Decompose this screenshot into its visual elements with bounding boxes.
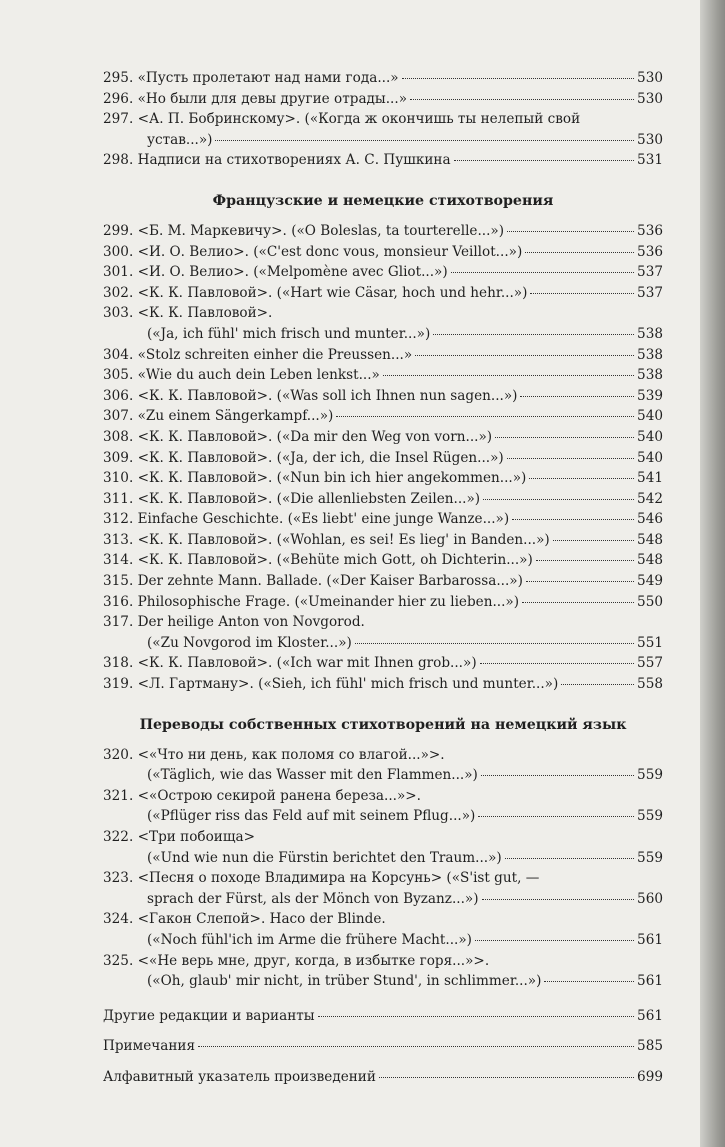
spacer — [103, 992, 663, 1006]
entry-title: Алфавитный указатель произведений — [103, 1068, 376, 1085]
page-edge-shadow — [700, 0, 725, 1147]
toc-entry — [103, 653, 663, 674]
toc-entry — [103, 633, 663, 654]
dot-leader — [318, 1016, 634, 1017]
entry-number: 321. — [103, 787, 134, 804]
entry-title: («Oh, glaub' mir nicht, in trüber Stund', in schlimmer...») — [147, 973, 542, 990]
dot-leader — [383, 375, 634, 376]
entry-page-number: 541 — [637, 470, 663, 487]
toc-entry — [103, 827, 663, 848]
entry-number: 314. — [103, 552, 134, 569]
toc-entry — [103, 509, 663, 530]
entry-number: 315. — [103, 573, 134, 590]
dot-leader — [475, 940, 634, 941]
entry-number: 310. — [103, 470, 134, 487]
dot-leader — [482, 899, 635, 900]
dot-leader — [454, 160, 634, 161]
dot-leader — [480, 663, 634, 664]
table-of-contents — [103, 68, 663, 1098]
entry-page-number: 537 — [637, 284, 663, 301]
entry-number: 303. — [103, 305, 134, 322]
toc-entry — [103, 150, 663, 171]
toc-entry — [103, 109, 663, 130]
entry-number: 322. — [103, 829, 134, 845]
entry-number: 311. — [103, 490, 134, 507]
entry-page-number: 549 — [637, 573, 663, 590]
entry-title: («Täglich, wie das Wasser mit den Flammen...») — [147, 767, 478, 784]
toc-tail-entry — [103, 1067, 663, 1088]
entry-page-number: 530 — [637, 70, 663, 86]
entry-title: <И. О. Велио>. («Melpomène avec Gliot...») — [137, 264, 448, 281]
entry-page-number: 558 — [637, 676, 663, 693]
entry-title: Другие редакции и варианты — [103, 1007, 315, 1024]
toc-entry — [103, 324, 663, 345]
dot-leader — [522, 602, 634, 603]
entry-page-number: 699 — [637, 1068, 663, 1085]
entry-title: <А. П. Бобринскому>. («Когда ж окончишь ты нелепый свой — [137, 111, 581, 128]
toc-entry — [103, 868, 663, 889]
section-heading: Французские и немецкие стихотворения — [212, 192, 554, 209]
dot-leader — [520, 396, 634, 397]
toc-entry — [103, 427, 663, 448]
entry-title: <Три побоища> — [137, 829, 255, 845]
entry-page-number: 561 — [637, 1007, 663, 1024]
entry-title: «Wie du auch dein Leben lenkst...» — [137, 367, 380, 384]
toc-entry — [103, 386, 663, 407]
entry-number: 325. — [103, 952, 134, 969]
toc-entry — [103, 571, 663, 592]
entry-number: 299. — [103, 222, 134, 239]
dot-leader — [336, 416, 634, 417]
toc-entry — [103, 345, 663, 366]
dot-leader — [495, 437, 634, 438]
toc-entry — [103, 468, 663, 489]
dot-leader — [553, 540, 634, 541]
entry-title: <Гакон Слепой>. Haco der Blinde. — [137, 911, 386, 928]
dot-leader — [481, 775, 634, 776]
entry-number: 317. — [103, 614, 134, 631]
toc-entry — [103, 909, 663, 930]
toc-entry — [103, 786, 663, 807]
dot-leader — [478, 816, 634, 817]
entry-number: 296. — [103, 90, 134, 107]
entry-page-number: 538 — [637, 367, 663, 384]
toc-entry — [103, 951, 663, 972]
section-heading: Переводы собственных стихотворений на немецкий язык — [139, 716, 627, 733]
entry-title: Примечания — [103, 1038, 196, 1055]
entry-page-number: 530 — [637, 90, 663, 107]
entry-page-number: 539 — [637, 387, 663, 404]
dot-leader — [507, 231, 634, 232]
dot-leader — [215, 140, 634, 141]
toc-entry — [103, 550, 663, 571]
dot-leader — [415, 355, 634, 356]
entry-page-number: 536 — [637, 243, 663, 260]
entry-page-number: 540 — [637, 408, 663, 425]
entry-title: <Б. М. Маркевичу>. («O Boleslas, ta tourterelle...») — [137, 222, 505, 239]
entry-title: <«Что ни день, как поломя со влагой...»>. — [137, 746, 445, 763]
entry-page-number: 540 — [637, 449, 663, 466]
toc-entry — [103, 448, 663, 469]
toc-entry — [103, 592, 663, 613]
toc-entry — [103, 930, 663, 951]
entry-number: 318. — [103, 655, 134, 672]
toc-entry — [103, 765, 663, 786]
entry-title: <К. К. Павловой>. («Wohlan, es sei! Es lieg' in Banden...») — [137, 531, 550, 548]
toc-entry — [103, 303, 663, 324]
toc-entry — [103, 221, 663, 242]
entry-page-number: 551 — [637, 634, 663, 651]
entry-page-number: 561 — [637, 973, 663, 990]
entry-page-number: 538 — [637, 325, 663, 342]
entry-title: («Zu Novgorod im Kloster...») — [147, 634, 352, 651]
entry-number: 298. — [103, 152, 134, 169]
dot-leader — [561, 684, 634, 685]
dot-leader — [505, 858, 634, 859]
entry-page-number: 548 — [637, 531, 663, 548]
dot-leader — [530, 293, 634, 294]
entry-number: 295. — [103, 70, 134, 86]
dot-leader — [544, 981, 634, 982]
entry-title: Einfache Geschichte. («Es liebt' eine junge Wanze...») — [137, 511, 510, 528]
entry-page-number: 546 — [637, 511, 663, 528]
entry-number: 316. — [103, 593, 134, 610]
dot-leader — [410, 99, 634, 100]
entry-title: <К. К. Павловой>. («Hart wie Cäsar, hoch und hehr...») — [137, 284, 528, 301]
entry-page-number: 560 — [637, 890, 663, 907]
entry-title: <К. К. Павловой>. («Behüte mich Gott, oh Dichterin...») — [137, 552, 533, 569]
entry-page-number: 530 — [637, 131, 663, 148]
toc-entry — [103, 806, 663, 827]
toc-entry — [103, 612, 663, 633]
entry-number: 305. — [103, 367, 134, 384]
entry-number: 312. — [103, 511, 134, 528]
entry-number: 313. — [103, 531, 134, 548]
entry-page-number: 531 — [637, 152, 663, 169]
entry-page-number: 559 — [637, 808, 663, 825]
entry-title: Philosophische Frage. («Umeinander hier zu lieben...») — [137, 593, 520, 610]
toc-entry — [103, 406, 663, 427]
dot-leader — [483, 499, 634, 500]
entry-title: («Pflüger riss das Feld auf mit seinem Pflug...») — [147, 808, 476, 825]
entry-number: 301. — [103, 264, 134, 281]
dot-leader — [536, 560, 634, 561]
entry-number: 306. — [103, 387, 134, 404]
entry-title: («Und wie nun die Fürstin berichtet den Traum...») — [147, 849, 502, 866]
entry-title: <К. К. Павловой>. («Ich war mit Ihnen grob...») — [137, 655, 477, 672]
toc-entry — [103, 68, 663, 89]
toc-entry — [103, 848, 663, 869]
entry-number: 309. — [103, 449, 134, 466]
entry-title: «Но были для девы другие отрады...» — [137, 90, 408, 107]
entry-title: <К. К. Павловой>. («Nun bin ich hier angekommen...») — [137, 470, 527, 487]
entry-page-number: 559 — [637, 849, 663, 866]
entry-title: устав...») — [147, 131, 213, 148]
entry-page-number: 550 — [637, 593, 663, 610]
toc-entry — [103, 130, 663, 151]
entry-title: «Zu einem Sängerkampf...») — [137, 408, 334, 425]
entry-page-number: 538 — [637, 346, 663, 363]
toc-entry — [103, 89, 663, 110]
entry-number: 297. — [103, 111, 134, 128]
entry-page-number: 548 — [637, 552, 663, 569]
entry-page-number: 559 — [637, 767, 663, 784]
dot-leader — [198, 1046, 634, 1047]
entry-title: sprach der Fürst, als der Mönch von Byzanz...») — [147, 890, 479, 907]
entry-number: 324. — [103, 911, 134, 928]
toc-entry — [103, 889, 663, 910]
entry-page-number: 561 — [637, 931, 663, 948]
entry-page-number: 585 — [637, 1038, 663, 1055]
toc-entry — [103, 530, 663, 551]
entry-number: 323. — [103, 870, 134, 887]
entry-title: «Stolz schreiten einher die Preussen...» — [137, 346, 413, 363]
entry-title: <«Не верь мне, друг, когда, в избытке горя...»>. — [137, 952, 490, 969]
dot-leader — [526, 581, 634, 582]
entry-title: Надписи на стихотворениях А. С. Пушкина — [137, 152, 451, 169]
entry-page-number: 542 — [637, 490, 663, 507]
entry-number: 307. — [103, 408, 134, 425]
entry-number: 320. — [103, 746, 134, 763]
entry-title: Der zehnte Mann. Ballade. («Der Kaiser Barbarossa...») — [137, 573, 523, 590]
dot-leader — [402, 78, 634, 79]
dot-leader — [355, 643, 634, 644]
entry-title: <И. О. Велио>. («C'est donc vous, monsieur Veillot...») — [137, 243, 523, 260]
dot-leader — [512, 519, 634, 520]
entry-page-number: 537 — [637, 264, 663, 281]
toc-entry — [103, 745, 663, 766]
toc-entry — [103, 262, 663, 283]
entry-title: («Noch fühl'ich im Arme die frühere Macht...») — [147, 931, 472, 948]
entry-page-number: 557 — [637, 655, 663, 672]
dot-leader — [451, 272, 634, 273]
entry-title: <К. К. Павловой>. («Da mir den Weg von vorn...») — [137, 428, 493, 445]
toc-entry — [103, 365, 663, 386]
entry-title: <К. К. Павловой>. («Was soll ich Ihnen nun sagen...») — [137, 387, 518, 404]
toc-entry — [103, 489, 663, 510]
entry-number: 300. — [103, 243, 134, 260]
entry-title: <К. К. Павловой>. («Die allenliebsten Zeilen...») — [137, 490, 481, 507]
entry-title: <Песня о походе Владимира на Корсунь> («S'ist gut, — — [137, 870, 540, 887]
toc-entry — [103, 674, 663, 695]
dot-leader — [379, 1077, 634, 1078]
entry-number: 302. — [103, 284, 134, 301]
entry-number: 319. — [103, 676, 134, 693]
entry-number: 308. — [103, 428, 134, 445]
entry-page-number: 536 — [637, 222, 663, 239]
entry-title: «Пусть пролетают над нами года...» — [137, 70, 399, 86]
entry-title: <К. К. Павловой>. — [137, 305, 273, 322]
entry-title: <«Острою секирой ранена береза...»>. — [137, 787, 422, 804]
dot-leader — [433, 334, 634, 335]
dot-leader — [507, 458, 634, 459]
entry-title: <К. К. Павловой>. («Ja, der ich, die Insel Rügen...») — [137, 449, 504, 466]
dot-leader — [529, 478, 634, 479]
entry-page-number: 540 — [637, 428, 663, 445]
toc-entry — [103, 242, 663, 263]
toc-entry — [103, 283, 663, 304]
toc-tail-entry — [103, 1006, 663, 1027]
entry-number: 304. — [103, 346, 134, 363]
entry-title: Der heilige Anton von Novgorod. — [137, 614, 365, 631]
entry-title: <Л. Гартману>. («Sieh, ich fühl' mich frisch und munter...») — [137, 676, 559, 693]
toc-entry — [103, 971, 663, 992]
entry-title: («Ja, ich fühl' mich frisch und munter...») — [147, 325, 431, 342]
toc-tail-entry — [103, 1036, 663, 1057]
dot-leader — [525, 252, 634, 253]
